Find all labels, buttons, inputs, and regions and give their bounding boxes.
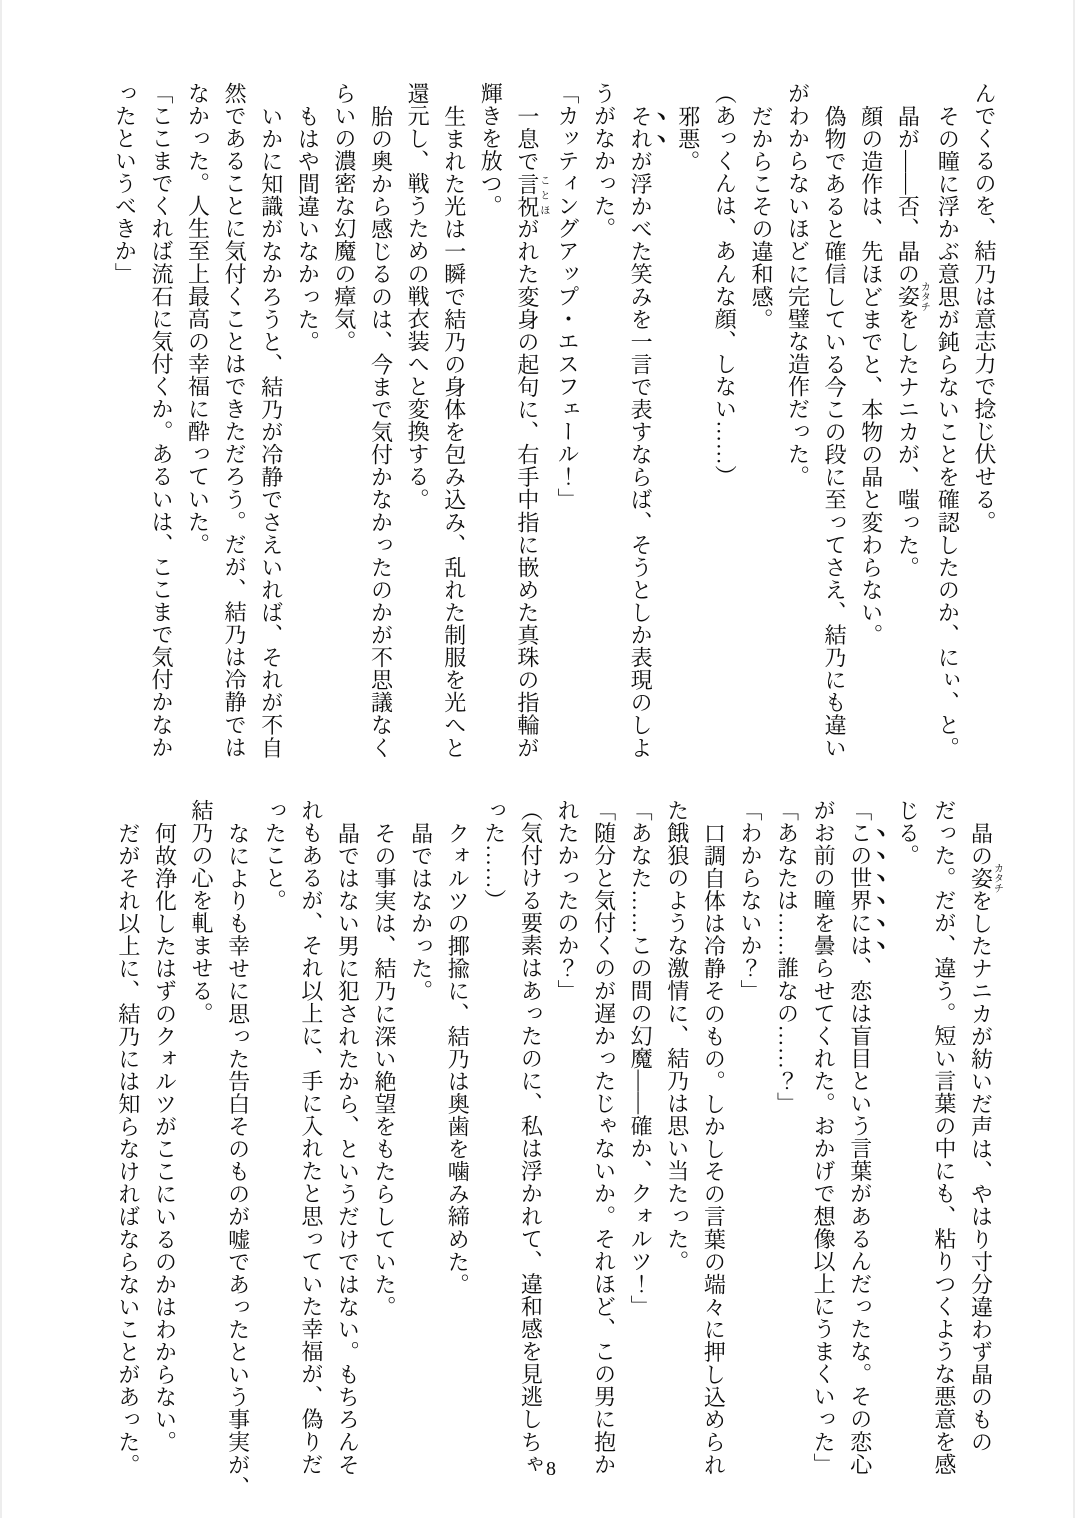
ruby-annotated-text: 姿カタチ <box>968 863 1003 894</box>
text-line: 還元し、戦うための戦衣装へと変換する。 <box>405 82 431 511</box>
text-line: いかに知識がなかろうと、結乃が冷静でさえいれば、それが不自 <box>258 105 284 759</box>
text-line: その瞳に浮かぶ意思が鈍らないことを確認したのか、にぃ、と。 <box>935 105 961 759</box>
text-line: 「この世界には、恋は盲目という言葉があるんだったな。その恋心 <box>847 799 873 1476</box>
emphasized-text: この世界には <box>847 821 873 957</box>
text-line: 顔の造作は、先ほどまでと、本物の晶と変わらない。 <box>858 105 884 647</box>
text-line: がお前の瞳を曇らせてくれた。おかげで想像以上にうまくいった」 <box>811 799 837 1476</box>
text-line: なかった。人生至上最高の幸福に酔っていた。 <box>185 82 211 556</box>
text-line: った……） <box>481 799 507 912</box>
text-line: 晶が——否、晶の姿カタチをしたナニカが、嗤った。 <box>895 105 930 579</box>
text-line: だった。だが、違う。短い言葉の中にも、粘りつくような悪意を感 <box>931 799 957 1476</box>
text-line: それが浮かべた笑みを一言で表すならば、そうとしか表現のしよ <box>628 105 654 759</box>
text-line: 晶ではない男に犯されたから、というだけではない。もちろんそ <box>335 822 361 1476</box>
text-line: ったこと。 <box>262 799 288 912</box>
page-edge-left <box>0 0 2 1518</box>
text-line: 何故浄化したはずのクォルツがここにいるのかはわからない。 <box>152 822 178 1454</box>
text-line: なによりも幸せに思った告白そのものが嘘であったという事実が、 <box>225 822 251 1499</box>
ruby-annotated-text: 言祝ことほ <box>514 172 549 218</box>
text-line: 晶ではなかった。 <box>408 822 434 1003</box>
text-line: がわからないほどに完璧な造作だった。 <box>785 82 811 488</box>
text-line: 結乃の心を軋ませる。 <box>189 799 215 1025</box>
ruby-annotated-text: 姿カタチ <box>895 281 930 312</box>
text-line: 晶の姿カタチをしたナニカが紡いだ声は、やはり寸分違わず晶のもの <box>968 822 1003 1454</box>
text-line: た餓狼のような激情に、結乃は思い当たった。 <box>664 799 690 1273</box>
text-line: ったというべきか」 <box>112 82 138 285</box>
text-line: 然であることに気付くことはできただろう。だが、結乃は冷静では <box>222 82 248 759</box>
text-line: クォルツの揶揄に、結乃は奥歯を噛み締めた。 <box>445 822 471 1296</box>
text-line: だからこその違和感。 <box>748 105 774 331</box>
text-block-bottom <box>109 799 1003 1499</box>
emphasized-text: それ <box>628 105 654 151</box>
text-line: （気付ける要素はあったのに、私は浮かれて、違和感を見逃しちゃ <box>518 799 544 1476</box>
text-line: 「カッティングアップ・エスフェール！」 <box>554 82 580 511</box>
text-line: 「あなたは……誰なの……？」 <box>774 799 800 1115</box>
text-line: 輝きを放つ。 <box>478 82 504 218</box>
text-line: 「ここまでくれば流石に気付くか。あるいは、ここまで気付かなか <box>148 82 174 759</box>
text-line: 「あなた……この間の幻魔——確か、クォルツ！」 <box>628 799 654 1318</box>
text-line: 偽物であると確信している今この段に至ってさえ、結乃にも違い <box>822 105 848 759</box>
text-line: じる。 <box>895 799 921 867</box>
text-line: 胎の奥から感じるのは、今まで気付かなかったのかが不思議なく <box>368 105 394 759</box>
text-line: 邪悪。 <box>675 105 701 173</box>
text-line: 一息で言祝ことほがれた変身の起句に、右手中指に嵌めた真珠の指輪が <box>514 105 549 759</box>
text-line: （あっくんは、あんな顔、しない……） <box>712 82 738 488</box>
text-line: んでくるのを、結乃は意志力で捻じ伏せる。 <box>972 82 997 533</box>
text-line: れもあるが、それ以上に、手に入れたと思っていた幸福が、偽りだ <box>298 799 324 1476</box>
text-line: らいの濃密な幻魔の瘴気。 <box>331 82 357 353</box>
text-line: その事実は、結乃に深い絶望をもたらしていた。 <box>372 822 397 1319</box>
text-line: もはや間違いなかった。 <box>295 105 321 354</box>
page-number: 8 <box>546 1458 556 1480</box>
text-line: 口調自体は冷静そのもの。しかしその言葉の端々に押し込められ <box>701 822 727 1476</box>
text-line: れたかったのか？」 <box>554 799 580 1002</box>
text-line: うがなかった。 <box>591 82 617 240</box>
text-line: 「わからないか？」 <box>737 799 763 1002</box>
text-line: だがそれ以上に、結乃には知らなければならないことがあった。 <box>115 822 141 1476</box>
text-line: 生まれた光は一瞬で結乃の身体を包み込み、乱れた制服を光へと <box>441 105 467 759</box>
text-line: 「随分と気付くのが遅かったじゃないか。それほど、この男に抱か <box>591 799 617 1476</box>
text-block-top <box>106 82 1002 758</box>
